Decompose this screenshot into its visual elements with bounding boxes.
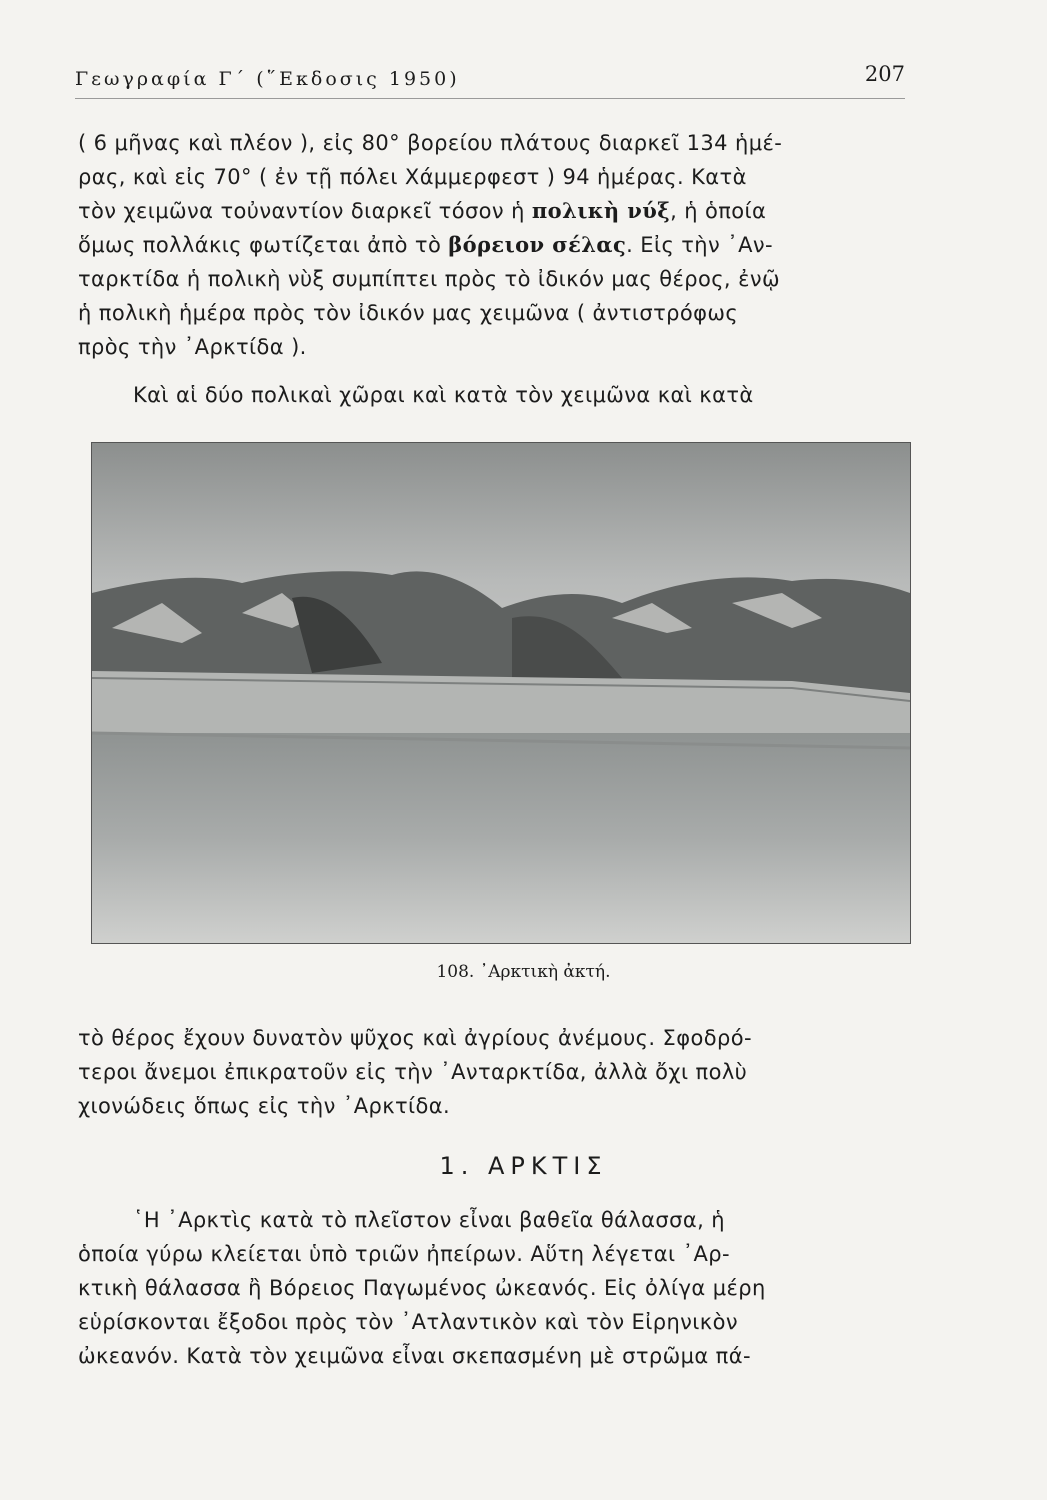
page-number: 207 — [864, 62, 905, 86]
text-line: τὸ θέρος ἔχουν δυνατὸν ψῦχος καὶ ἀγρίους ἀνέμους. Σφοδρό- — [78, 1026, 752, 1050]
text-line — [78, 228, 906, 262]
paragraph-winds-intro — [78, 378, 906, 412]
text-line: τεροι ἄνεμοι ἐπικρατοῦν εἰς τὴν ᾿Ανταρκτίδα, ἀλλὰ ὄχι πολὺ — [78, 1060, 748, 1084]
text-line: χιονώδεις ὅπως εἰς τὴν ᾿Αρκτίδα. — [78, 1094, 451, 1118]
text-line: ἡ πολικὴ ἡμέρα πρὸς τὸν ἰδικόν μας χειμῶνα ( ἀντιστρόφως — [78, 301, 739, 325]
text-line: ταρκτίδα ἡ πολικὴ νὺξ συμπίπτει πρὸς τὸ ἰδικόν μας θέρος, ἐνῷ — [78, 267, 780, 291]
paragraph-winds — [78, 1021, 906, 1123]
paragraph-polar-day-night — [78, 126, 906, 364]
text-fragment: τὸν χειμῶνα τοὐναντίον διαρκεῖ τόσον ἡ — [78, 199, 525, 223]
glacier-front — [92, 671, 910, 743]
running-header — [75, 62, 905, 99]
text-line: ὠκεανόν. Κατὰ τὸν χειμῶνα εἶναι σκεπασμένη μὲ στρῶμα πά- — [78, 1344, 751, 1368]
text-line: ρας, καὶ εἰς 70° ( ἐν τῇ πόλει Χάμμερφεστ ) 94 ἡμέρας. Κατὰ — [78, 165, 747, 189]
text-line: πρὸς τὴν ᾿Αρκτίδα ). — [78, 335, 307, 359]
text-line: ῾Η ᾿Αρκτὶς κατὰ τὸ πλεῖστον εἶναι βαθεῖα θάλασσα, ἡ — [133, 1208, 725, 1232]
text-line: ὁποία γύρω κλείεται ὑπὸ τριῶν ἠπείρων. Αὕτη λέγεται ᾿Αρ- — [78, 1242, 730, 1266]
arctic-coast-illustration — [92, 443, 910, 943]
sea-water — [92, 733, 910, 943]
term-polar-night: πολικὴ νύξ — [531, 198, 671, 223]
arctic-coast-photo — [92, 443, 910, 943]
text-fragment: . Εἰς τὴν ᾿Αν- — [626, 233, 773, 257]
text-line: κτικὴ θάλασσα ἢ Βόρειος Παγωμένος ὠκεανός. Εἰς ὀλίγα μέρη — [78, 1276, 766, 1300]
text-line — [78, 194, 906, 228]
section-heading: 1. ΑΡΚΤΙΣ — [439, 1152, 608, 1180]
text-line: εὑρίσκονται ἔξοδοι πρὸς τὸν ᾿Ατλαντικὸν καὶ τὸν Εἰρηνικὸν — [78, 1310, 738, 1334]
text-fragment: , ἡ ὁποία — [670, 199, 767, 223]
text-line: Καὶ αἱ δύο πολικαὶ χῶραι καὶ κατὰ τὸν χειμῶνα καὶ κατὰ — [133, 383, 754, 407]
text-line: ( 6 μῆνας καὶ πλέον ), εἰς 80° βορείου πλάτους διαρκεῖ 134 ἡμέ- — [78, 131, 783, 155]
term-aurora: βόρειον σέλας — [448, 232, 627, 257]
running-title: Γεωγραφία Γ΄ (῞Εκδοσις 1950) — [75, 68, 460, 90]
figure-caption: 108. ᾿Αρκτικὴ ἀκτή. — [436, 962, 611, 982]
text-fragment: ὅμως πολλάκις φωτίζεται ἀπὸ τὸ — [78, 233, 442, 257]
paragraph-arctic — [78, 1203, 906, 1373]
